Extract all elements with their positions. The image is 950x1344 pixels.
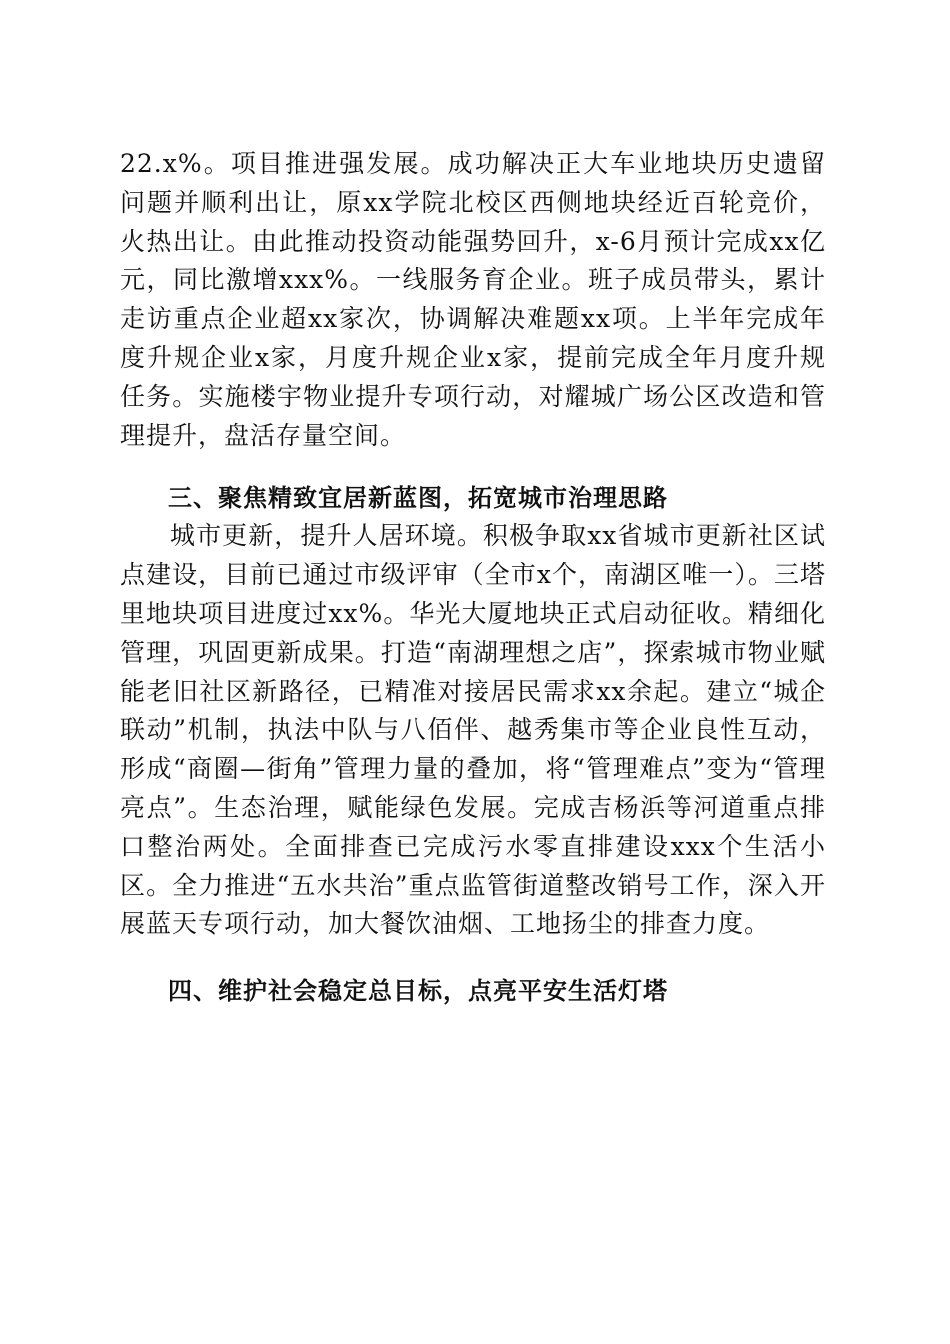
document-body <box>120 145 826 1010</box>
paragraph-urban-governance: 城市更新，提升人居环境。积极争取xx省城市更新社区试点建设，目前已通过市级评审（全市x个，南湖区唯一）。三塔里地块项目进度过xx%。华光大厦地块正式启动征收。精细化管理，巩固更新成果。打造“南湖理想之店”，探索城市物业赋能老旧社区新路径，已精准对接居民需求xx余起。建立“城企联动”机制，执法中队与八佰伴、越秀集市等企业良性互动，形成“商圈—街角”管理力量的叠加，将“管理难点”变为“管理亮点”。生态治理，赋能绿色发展。完成吉杨浜等河道重点排口整治两处。全面排查已完成污水零直排建设xxx个生活小区。全力推进“五水共治”重点监管街道整改销号工作，深入开展蓝天专项行动，加大餐饮油烟、工地扬尘的排查力度。 <box>120 521 826 939</box>
section-heading-4: 四、维护社会稳定总目标，点亮平安生活灯塔 <box>168 977 668 1006</box>
section-heading-3: 三、聚焦精致宜居新蓝图，拓宽城市治理思路 <box>168 484 668 513</box>
paragraph-investment: 22.x%。项目推进强发展。成功解决正大车业地块历史遗留问题并顺利出让，原xx学院北校区西侧地块经近百轮竞价，火热出让。由此推动投资动能强势回升，x-6月预计完成xx亿元，同比激增xxx%。一线服务育企业。班子成员带头，累计走访重点企业超xx家次，协调解决难题xx项。上半年完成年度升规企业x家，月度升规企业x家，提前完成全年月度升规任务。实施楼宇物业提升专项行动，对耀城广场公区改造和管理提升，盘活存量空间。 <box>120 149 826 450</box>
